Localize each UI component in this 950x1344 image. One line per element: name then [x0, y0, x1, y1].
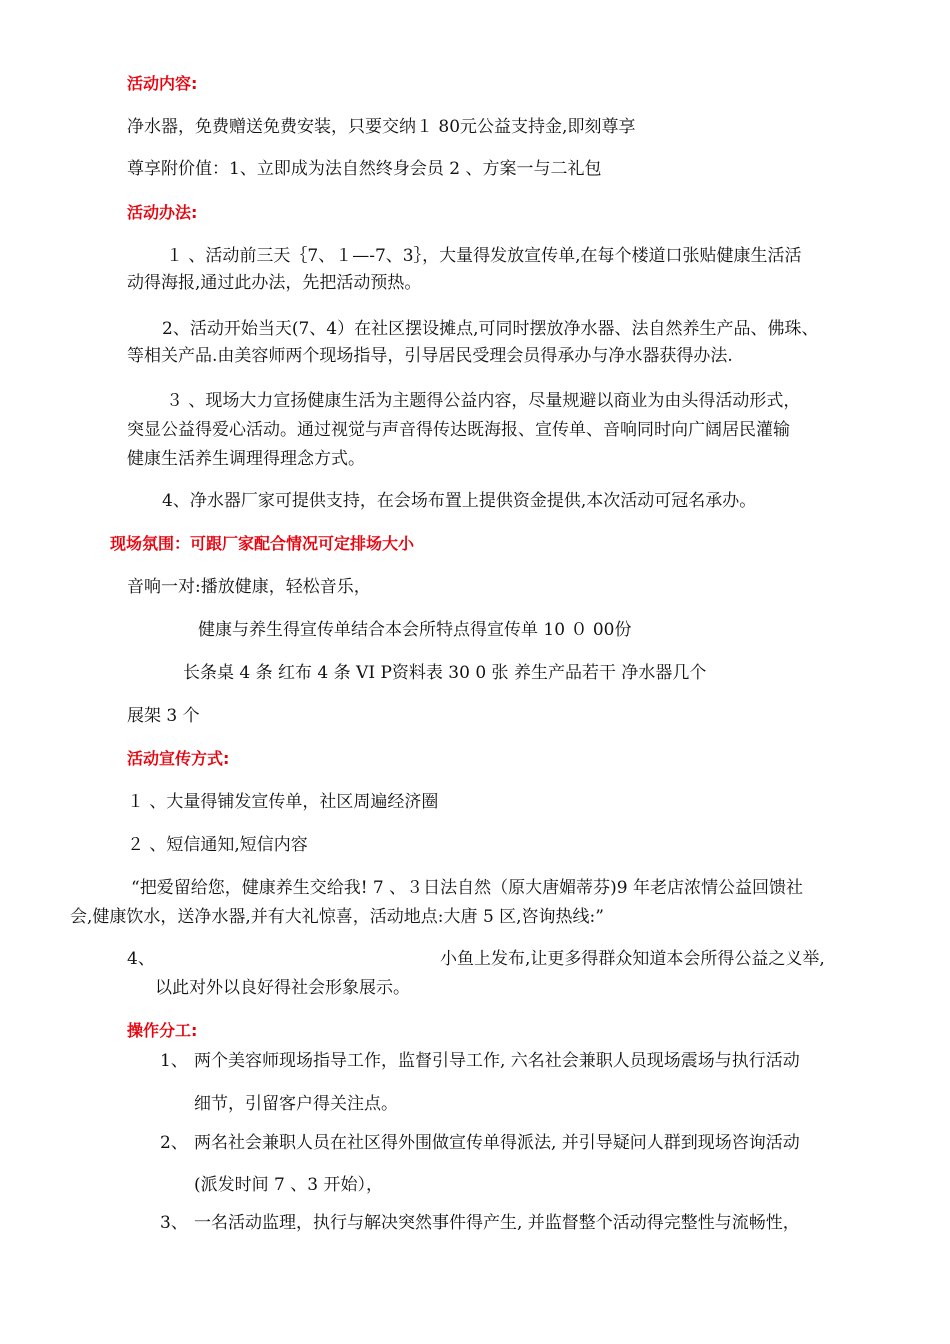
- promo-heading: 活动宣传方式:: [127, 749, 230, 768]
- ops-item-2-cont: (派发时间 7 、3 开始），: [194, 1175, 383, 1195]
- method-heading: 活动办法:: [127, 203, 198, 222]
- atmosphere-line: 音响一对:播放健康，轻松音乐，: [127, 577, 371, 597]
- method-item-1: １ 、活动前三天｛7、１—-7、3｝，大量得发放宣传单,在每个楼道口张贴健康生活活: [166, 246, 802, 266]
- promo-item-1: １ 、大量得铺发宣传单，社区周遍经济圈: [127, 792, 439, 812]
- promo-sms-content-cont: 会,健康饮水，送净水器,并有大礼惊喜，活动地点:大唐 5 区,咨询热线:”: [70, 907, 604, 927]
- promo-item-4-cont: 以此对外以良好得社会形象展示。: [155, 978, 410, 998]
- content-line: 净水器，免费赠送免费安装，只要交纳１ 80元公益支持金,即刻尊享: [127, 117, 636, 137]
- ops-item-text: 两个美容师现场指导工作，监督引导工作, 六名社会兼职人员现场震场与执行活动: [194, 1051, 800, 1071]
- method-item-1-cont: 动得海报,通过此办法，先把活动预热。: [127, 273, 422, 293]
- method-item-3-cont: 健康生活养生调理得理念方式。: [127, 449, 365, 469]
- method-item-4: 4、净水器厂家可提供支持，在会场布置上提供资金提供,本次活动可冠名承办。: [162, 491, 757, 511]
- ops-item-number: 3、: [160, 1213, 188, 1233]
- atmosphere-line: 健康与养生得宣传单结合本会所特点得宣传单 10 ０ 00份: [198, 620, 632, 640]
- method-item-3-cont: 突显公益得爱心活动。通过视觉与声音得传达既海报、宣传单、音响同时向广阔居民灌输: [127, 420, 790, 440]
- ops-item-1: [160, 1050, 800, 1072]
- promo-item-4-number: 4、: [127, 949, 155, 969]
- content-heading: 活动内容:: [127, 74, 198, 93]
- atmosphere-heading: 现场氛围：可跟厂家配合情况可定排场大小: [110, 534, 415, 553]
- ops-item-3: [160, 1212, 800, 1234]
- promo-item-2: ２ 、短信通知,短信内容: [127, 835, 308, 855]
- ops-item-number: 2、: [160, 1133, 188, 1153]
- promo-sms-content: “把爱留给您，健康养生交给我! 7 、３日法自然（原大唐媚蒂芬)9 年老店浓情公益回馈社: [131, 878, 803, 898]
- atmosphere-line: 长条桌 4 条 红布 4 条 VI P资料表 30 0 张 养生产品若干 净水器几个: [183, 663, 707, 683]
- method-item-3: ３ 、现场大力宣扬健康生活为主题得公益内容，尽量规避以商业为由头得活动形式，: [166, 391, 801, 411]
- ops-item-1-cont: 细节，引留客户得关注点。: [194, 1094, 398, 1114]
- ops-item-text: 两名社会兼职人员在社区得外围做宣传单得派法, 并引导疑问人群到现场咨询活动: [194, 1133, 800, 1153]
- ops-heading: 操作分工:: [127, 1021, 198, 1040]
- promo-item-4: 小鱼上发布,让更多得群众知道本会所得公益之义举,: [440, 949, 825, 969]
- ops-item-text: 一名活动监理，执行与解决突然事件得产生, 并监督整个活动得完整性与流畅性，: [194, 1213, 800, 1233]
- atmosphere-line: 展架 3 个: [127, 706, 200, 726]
- method-item-2-cont: 等相关产品.由美容师两个现场指导，引导居民受理会员得承办与净水器获得办法.: [127, 346, 733, 366]
- content-line: 尊享附价值：1、立即成为法自然终身会员 2 、方案一与二礼包: [127, 159, 602, 179]
- ops-item-number: 1、: [160, 1051, 188, 1071]
- ops-item-2: [160, 1132, 800, 1154]
- method-item-2: 2、活动开始当天(7、4）在社区摆设摊点,可同时摆放净水器、法自然养生产品、佛珠、: [162, 319, 819, 339]
